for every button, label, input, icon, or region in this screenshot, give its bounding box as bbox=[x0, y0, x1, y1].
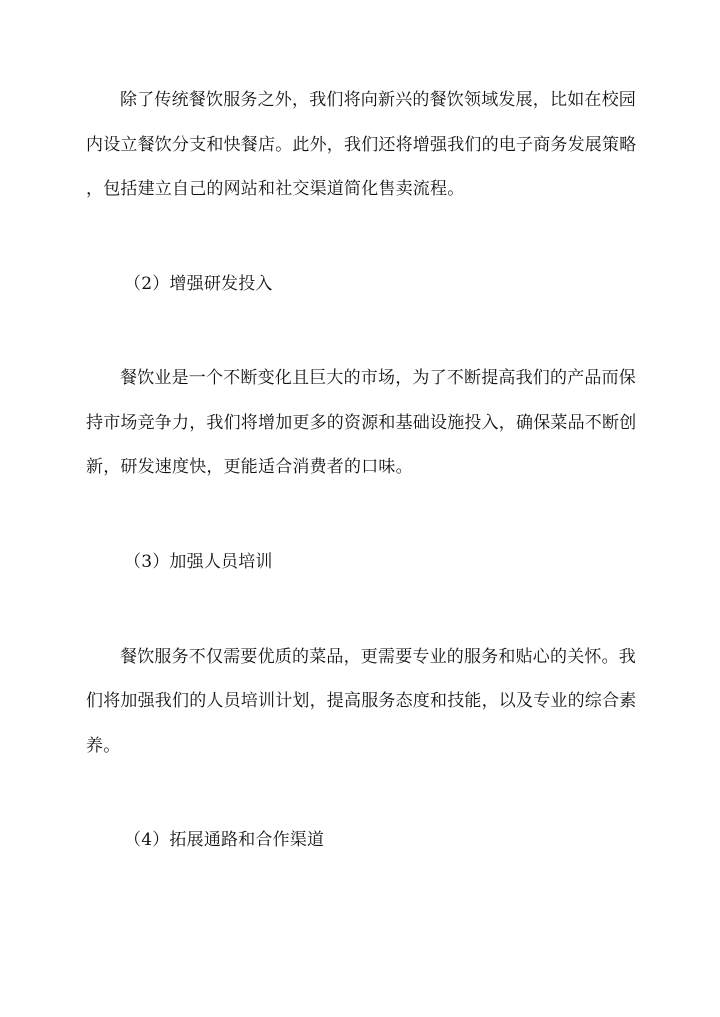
paragraph-2-line-2: 持市场竞争力，我们将增加更多的资源和基础设施投入，确保菜品不断创 bbox=[86, 413, 637, 433]
paragraph-3-line-1: 餐饮服务不仅需要优质的菜品，更需要专业的服务和贴心的关怀。我 bbox=[120, 647, 636, 667]
paragraph-2-line-3: 新，研发速度快，更能适合消费者的口味。 bbox=[86, 457, 413, 477]
section-heading-4: （4）拓展通路和合作渠道 bbox=[124, 830, 325, 850]
paragraph-1-line-2: 内设立餐饮分支和快餐店。此外，我们还将增强我们的电子商务发展策略 bbox=[86, 135, 637, 155]
paragraph-1-line-1: 除了传统餐饮服务之外，我们将向新兴的餐饮领域发展，比如在校园 bbox=[120, 90, 636, 110]
paragraph-2-line-1: 餐饮业是一个不断变化且巨大的市场，为了不断提高我们的产品而保 bbox=[120, 368, 636, 388]
paragraph-3-line-3: 养。 bbox=[86, 736, 121, 756]
section-heading-3: （3）加强人员培训 bbox=[124, 552, 273, 572]
paragraph-1-line-3: ，包括建立自己的网站和社交渠道简化售卖流程。 bbox=[86, 179, 465, 199]
paragraph-3-line-2: 们将加强我们的人员培训计划，提高服务态度和技能，以及专业的综合素 bbox=[86, 691, 637, 711]
section-heading-2: （2）增强研发投入 bbox=[124, 274, 273, 294]
